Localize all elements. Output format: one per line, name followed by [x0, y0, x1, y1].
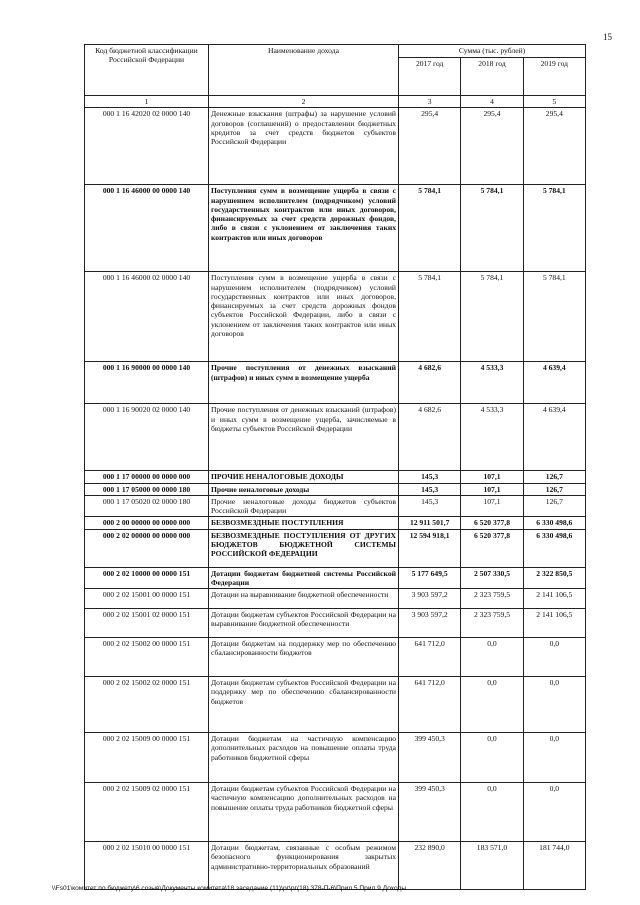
- row-name: Дотации бюджетам субъектов Российской Федерации на выравнивание бюджетной обеспеченности: [209, 609, 399, 638]
- row-code: 000 1 17 05020 02 0000 180: [85, 495, 209, 517]
- page-number: 15: [603, 32, 612, 42]
- column-number-row: [85, 96, 586, 108]
- table-row: [85, 483, 586, 495]
- row-value-2017: 5 177 649,5: [399, 567, 461, 589]
- row-value-2017: 4 682,6: [399, 404, 461, 471]
- row-value-2018: 6 520 377,8: [461, 529, 523, 567]
- row-name: Дотации на выравнивание бюджетной обеспеченности: [209, 589, 399, 609]
- row-code: 000 2 02 15010 00 0000 151: [85, 842, 209, 890]
- row-value-2017: 295,4: [399, 108, 461, 185]
- row-value-2017: 399 450,3: [399, 783, 461, 842]
- row-value-2017: 5 784,1: [399, 185, 461, 272]
- column-number: 3: [399, 96, 461, 108]
- row-value-2017: 12 911 501,7: [399, 517, 461, 529]
- column-number: 4: [461, 96, 523, 108]
- row-value-2018: 4 533,3: [461, 404, 523, 471]
- row-value-2017: 3 903 597,2: [399, 589, 461, 609]
- row-code: 000 2 02 15001 02 0000 151: [85, 609, 209, 638]
- row-name: Денежные взыскания (штрафы) за нарушение условий договоров (соглашений) о предоставлении бюджетных кредитов за счет средств бюджетов субъектов Российской Федерации: [209, 108, 399, 185]
- row-name: Дотации бюджетам бюджетной системы Российской Федерации: [209, 567, 399, 589]
- row-value-2018: 183 571,0: [461, 842, 523, 890]
- row-name: Прочие поступления от денежных взысканий (штрафов) и иных сумм в возмещение ущерба, зачисляемые в бюджеты субъектов Российской Федерации: [209, 404, 399, 471]
- row-name: Дотации бюджетам субъектов Российской Федерации на поддержку мер по обеспечению сбалансированности бюджетов: [209, 677, 399, 733]
- row-code: 000 1 16 90000 00 0000 140: [85, 362, 209, 404]
- row-code: 000 2 02 15009 02 0000 151: [85, 783, 209, 842]
- row-value-2017: 145,3: [399, 483, 461, 495]
- row-value-2019: 6 330 498,6: [523, 529, 585, 567]
- row-name: ПРОЧИЕ НЕНАЛОГОВЫЕ ДОХОДЫ: [209, 471, 399, 483]
- row-value-2019: 0,0: [523, 638, 585, 677]
- row-value-2018: 0,0: [461, 677, 523, 733]
- row-name: Поступления сумм в возмещение ущерба в связи с нарушением исполнителем (подрядчиком) условий государственных контрактов или иных договоров, финансируемых за счет средств дорожных фондов, либо в связи с уклонением от заключения таких контрактов или иных договоров: [209, 185, 399, 272]
- row-value-2017: 4 682,6: [399, 362, 461, 404]
- row-value-2019: 6 330 498,6: [523, 517, 585, 529]
- row-code: 000 2 00 00000 00 0000 000: [85, 517, 209, 529]
- table-header-row: [85, 45, 586, 58]
- row-code: 000 2 02 00000 00 0000 000: [85, 529, 209, 567]
- row-value-2018: 107,1: [461, 471, 523, 483]
- column-number: 2: [209, 96, 399, 108]
- row-code: 000 2 02 15001 00 0000 151: [85, 589, 209, 609]
- table-row: [85, 733, 586, 783]
- row-value-2019: 4 639,4: [523, 362, 585, 404]
- row-value-2018: 0,0: [461, 783, 523, 842]
- revenue-table: [84, 44, 586, 890]
- table-row: [85, 783, 586, 842]
- row-name: Прочие неналоговые доходы бюджетов субъектов Российской Федерации: [209, 495, 399, 517]
- sum-column-header: Сумма (тыс. рублей): [399, 45, 586, 58]
- year-2018-header: 2018 год: [461, 58, 523, 96]
- code-column-header: Код бюджетной классификации Российской Федерации: [85, 45, 209, 96]
- row-value-2018: 6 520 377,8: [461, 517, 523, 529]
- row-value-2019: 0,0: [523, 677, 585, 733]
- row-value-2018: 107,1: [461, 483, 523, 495]
- column-number: 1: [85, 96, 209, 108]
- row-code: 000 2 02 15002 00 0000 151: [85, 638, 209, 677]
- row-code: 000 2 02 10000 00 0000 151: [85, 567, 209, 589]
- row-value-2018: 5 784,1: [461, 272, 523, 362]
- row-value-2019: 2 141 106,5: [523, 589, 585, 609]
- row-value-2017: 3 903 597,2: [399, 609, 461, 638]
- row-value-2019: 0,0: [523, 733, 585, 783]
- row-value-2019: 5 784,1: [523, 272, 585, 362]
- row-code: 000 1 16 90020 02 0000 140: [85, 404, 209, 471]
- row-value-2018: 0,0: [461, 638, 523, 677]
- row-value-2019: 126,7: [523, 471, 585, 483]
- name-column-header: Наименование дохода: [209, 45, 399, 96]
- row-value-2019: 126,7: [523, 495, 585, 517]
- row-value-2018: 2 323 759,5: [461, 589, 523, 609]
- row-name: Дотации бюджетам на частичную компенсацию дополнительных расходов на повышение оплаты труда работников бюджетной сферы: [209, 733, 399, 783]
- row-code: 000 1 16 46000 00 0000 140: [85, 185, 209, 272]
- row-value-2017: 641 712,0: [399, 638, 461, 677]
- row-code: 000 2 02 15009 00 0000 151: [85, 733, 209, 783]
- table-row: [85, 529, 586, 567]
- table-row: [85, 567, 586, 589]
- row-code: 000 2 02 15002 02 0000 151: [85, 677, 209, 733]
- row-name: Поступления сумм в возмещение ущерба в связи с нарушением исполнителем (подрядчиком) условий государственных контрактов или иных договоров, финансируемых за счет средств дорожных фондов субъектов Российской Федерации, либо в связи с уклонением от заключения таких контрактов или иных договоров: [209, 272, 399, 362]
- row-value-2017: 641 712,0: [399, 677, 461, 733]
- file-path-footer: \\Fs01\комитет по бюджету\6 созыв\Документы комитета\18 заседание (11)\рг\рг(18) 378-П-6\Прил 5 Прил 9 Доходы: [52, 885, 407, 892]
- row-value-2017: 145,3: [399, 471, 461, 483]
- row-value-2019: 5 784,1: [523, 185, 585, 272]
- row-code: 000 1 17 05000 00 0000 180: [85, 483, 209, 495]
- row-value-2019: 2 322 850,5: [523, 567, 585, 589]
- year-2019-header: 2019 год: [523, 58, 585, 96]
- row-name: Дотации бюджетам, связанные с особым режимом безопасного функционирования закрытых административно-территориальных образований: [209, 842, 399, 890]
- row-value-2018: 4 533,3: [461, 362, 523, 404]
- year-2017-header: 2017 год: [399, 58, 461, 96]
- row-value-2019: 181 744,0: [523, 842, 585, 890]
- table-row: [85, 589, 586, 609]
- column-number: 5: [523, 96, 585, 108]
- row-name: Дотации бюджетам на поддержку мер по обеспечению сбалансированности бюджетов: [209, 638, 399, 677]
- row-code: 000 1 16 42020 02 0000 140: [85, 108, 209, 185]
- row-value-2019: 2 141 106,5: [523, 609, 585, 638]
- row-name: Прочие неналоговые доходы: [209, 483, 399, 495]
- row-value-2019: 4 639,4: [523, 404, 585, 471]
- row-code: 000 1 17 00000 00 0000 000: [85, 471, 209, 483]
- row-value-2017: 12 594 918,1: [399, 529, 461, 567]
- row-value-2017: 5 784,1: [399, 272, 461, 362]
- row-value-2018: 2 323 759,5: [461, 609, 523, 638]
- row-value-2017: 399 450,3: [399, 733, 461, 783]
- row-name: Дотации бюджетам субъектов Российской Федерации на частичную компенсацию дополнительных расходов на повышение оплаты труда работников бюджетной сферы: [209, 783, 399, 842]
- table-row: [85, 609, 586, 638]
- row-code: 000 1 16 46000 02 0000 140: [85, 272, 209, 362]
- row-value-2018: 0,0: [461, 733, 523, 783]
- table-row: [85, 495, 586, 517]
- table-row: [85, 842, 586, 890]
- row-name: Прочие поступления от денежных взысканий (штрафов) и иных сумм в возмещение ущерба: [209, 362, 399, 404]
- row-value-2017: 232 890,0: [399, 842, 461, 890]
- table-row: [85, 677, 586, 733]
- row-value-2017: 145,3: [399, 495, 461, 517]
- row-value-2019: 295,4: [523, 108, 585, 185]
- row-value-2018: 107,1: [461, 495, 523, 517]
- table-body: [85, 108, 586, 890]
- row-name: БЕЗВОЗМЕЗДНЫЕ ПОСТУПЛЕНИЯ ОТ ДРУГИХ БЮДЖЕТОВ БЮДЖЕТНОЙ СИСТЕМЫ РОССИЙСКОЙ ФЕДЕРАЦИИ: [209, 529, 399, 567]
- table-row: [85, 108, 586, 185]
- row-value-2018: 2 507 330,5: [461, 567, 523, 589]
- table-row: [85, 362, 586, 404]
- row-value-2019: 126,7: [523, 483, 585, 495]
- table-row: [85, 185, 586, 272]
- table-row: [85, 404, 586, 471]
- table-row: [85, 471, 586, 483]
- row-value-2018: 295,4: [461, 108, 523, 185]
- row-value-2019: 0,0: [523, 783, 585, 842]
- row-value-2018: 5 784,1: [461, 185, 523, 272]
- table-row: [85, 272, 586, 362]
- row-name: БЕЗВОЗМЕЗДНЫЕ ПОСТУПЛЕНИЯ: [209, 517, 399, 529]
- table-row: [85, 517, 586, 529]
- table-row: [85, 638, 586, 677]
